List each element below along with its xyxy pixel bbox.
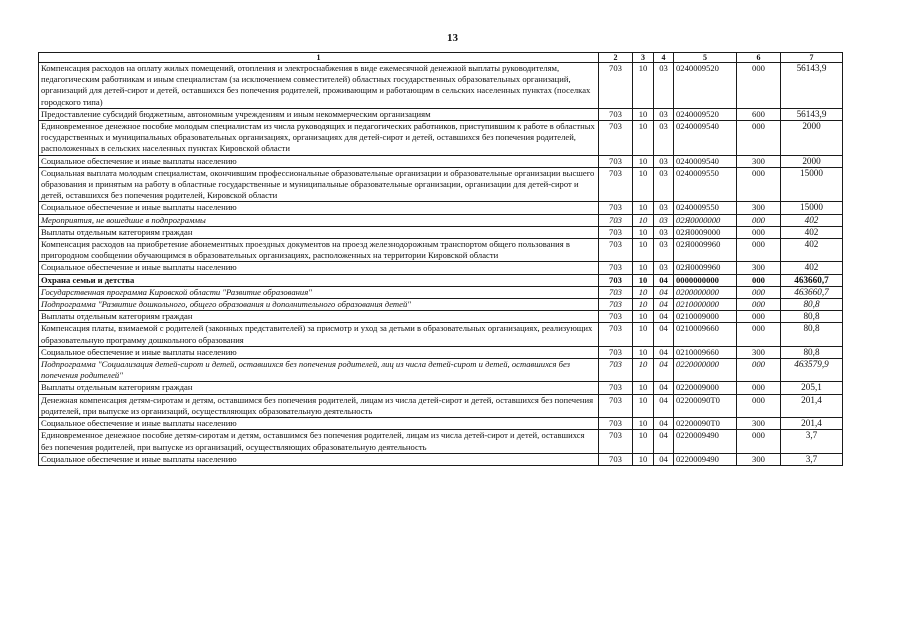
cell-target-article: 0240009550 (674, 202, 737, 214)
cell-amount: 3,7 (781, 453, 843, 465)
cell-ministry-code: 703 (599, 214, 633, 226)
cell-target-article: 0220009490 (674, 453, 737, 465)
header-col-6: 6 (737, 53, 781, 63)
cell-ministry-code: 703 (599, 286, 633, 298)
cell-section: 10 (633, 286, 654, 298)
cell-expense-type: 000 (737, 121, 781, 156)
cell-section: 10 (633, 262, 654, 274)
cell-target-article: 0240009540 (674, 121, 737, 156)
cell-description: Подпрограмма "Социализация детей-сирот и детей, оставшихся без попечения родителей, лиц из числа детей-сирот и детей, оставшихся без попечения родителей" (39, 359, 599, 382)
cell-ministry-code: 703 (599, 299, 633, 311)
cell-expense-type: 000 (737, 323, 781, 346)
table-row (39, 155, 843, 167)
cell-section: 10 (633, 274, 654, 286)
cell-description: Социальное обеспечение и иные выплаты населению (39, 202, 599, 214)
cell-target-article: 0240009540 (674, 155, 737, 167)
cell-amount: 201,4 (781, 418, 843, 430)
cell-expense-type: 300 (737, 262, 781, 274)
cell-amount: 402 (781, 214, 843, 226)
table-header (39, 53, 843, 63)
cell-description: Компенсация платы, взимаемой с родителей (законных представителей) за присмотр и уход за детьми в образовательных организациях, реализующих образовательную программу дошкольного образования (39, 323, 599, 346)
header-col-1: 1 (39, 53, 599, 63)
cell-section: 10 (633, 418, 654, 430)
cell-target-article: 0210000000 (674, 299, 737, 311)
cell-expense-type: 000 (737, 63, 781, 109)
cell-target-article: 0220000000 (674, 359, 737, 382)
cell-amount: 205,1 (781, 382, 843, 394)
cell-expense-type: 000 (737, 359, 781, 382)
budget-table (38, 52, 843, 466)
cell-subsection: 04 (654, 418, 674, 430)
cell-description: Социальное обеспечение и иные выплаты населению (39, 418, 599, 430)
table-row (39, 346, 843, 358)
cell-target-article: 0240009520 (674, 63, 737, 109)
table-row (39, 418, 843, 430)
cell-description: Компенсация расходов на оплату жилых помещений, отопления и электроснабжения в виде ежемесячной денежной выплаты руководителям, педагогическим работникам и иным специалистам (за исключением совместителей) областных государственных образовательных организаций, организаций для детей-сирот и детей, оставшихся без попечения родителей, проживающим и работающим в сельских населенных пунктах (поселках городского типа) (39, 63, 599, 109)
cell-section: 10 (633, 121, 654, 156)
cell-subsection: 03 (654, 155, 674, 167)
cell-ministry-code: 703 (599, 418, 633, 430)
cell-ministry-code: 703 (599, 359, 633, 382)
cell-description: Социальное обеспечение и иные выплаты населению (39, 346, 599, 358)
table-row (39, 274, 843, 286)
page-number: 13 (447, 32, 458, 44)
cell-ministry-code: 703 (599, 346, 633, 358)
cell-amount: 80,8 (781, 346, 843, 358)
cell-ministry-code: 703 (599, 202, 633, 214)
cell-amount: 2000 (781, 155, 843, 167)
cell-subsection: 04 (654, 299, 674, 311)
cell-ministry-code: 703 (599, 239, 633, 262)
cell-target-article: 0240009520 (674, 108, 737, 120)
cell-section: 10 (633, 323, 654, 346)
table-row (39, 226, 843, 238)
cell-description: Единовременное денежное пособие молодым специалистам из числа руководящих и педагогических работников, приступившим к работе в областных государственных и муниципальных образовательных организациях, организациях для детей-сирот и детей, оставшихся без попечения родителей, расположенных в сельских населенных пунктах Кировской области (39, 121, 599, 156)
cell-description: Выплаты отдельным категориям граждан (39, 226, 599, 238)
cell-expense-type: 000 (737, 299, 781, 311)
cell-expense-type: 000 (737, 226, 781, 238)
cell-subsection: 04 (654, 274, 674, 286)
header-col-2: 2 (599, 53, 633, 63)
cell-ministry-code: 703 (599, 63, 633, 109)
cell-ministry-code: 703 (599, 394, 633, 417)
cell-expense-type: 300 (737, 418, 781, 430)
cell-description: Социальное обеспечение и иные выплаты населению (39, 453, 599, 465)
table-row (39, 453, 843, 465)
cell-section: 10 (633, 214, 654, 226)
cell-target-article: 02200090Т0 (674, 394, 737, 417)
cell-amount: 402 (781, 262, 843, 274)
table-row (39, 108, 843, 120)
cell-expense-type: 300 (737, 155, 781, 167)
cell-expense-type: 000 (737, 311, 781, 323)
table-row (39, 394, 843, 417)
cell-section: 10 (633, 239, 654, 262)
cell-ministry-code: 703 (599, 274, 633, 286)
table-row (39, 299, 843, 311)
table-body (39, 63, 843, 466)
cell-amount: 402 (781, 226, 843, 238)
cell-target-article: 0210009660 (674, 346, 737, 358)
cell-subsection: 04 (654, 382, 674, 394)
cell-section: 10 (633, 359, 654, 382)
cell-description: Компенсация расходов на приобретение абонементных проездных документов на проезд железнодорожным транспортом общего пользования в пригородном сообщении обучающимся в образовательных организациях, расположенных на территории Кировской области (39, 239, 599, 262)
table-row (39, 214, 843, 226)
table-row (39, 323, 843, 346)
cell-ministry-code: 703 (599, 226, 633, 238)
header-col-5: 5 (674, 53, 737, 63)
cell-expense-type: 300 (737, 453, 781, 465)
cell-amount: 80,8 (781, 311, 843, 323)
cell-expense-type: 000 (737, 239, 781, 262)
cell-subsection: 03 (654, 121, 674, 156)
cell-expense-type: 000 (737, 167, 781, 202)
cell-target-article: 02Я0009960 (674, 262, 737, 274)
table-row (39, 167, 843, 202)
cell-amount: 463660,7 (781, 286, 843, 298)
cell-section: 10 (633, 202, 654, 214)
cell-ministry-code: 703 (599, 311, 633, 323)
cell-description: Мероприятия, не вошедшие в подпрограммы (39, 214, 599, 226)
cell-subsection: 03 (654, 239, 674, 262)
cell-ministry-code: 703 (599, 108, 633, 120)
cell-expense-type: 000 (737, 286, 781, 298)
cell-ministry-code: 703 (599, 323, 633, 346)
cell-target-article: 0220009490 (674, 430, 737, 453)
cell-description: Выплаты отдельным категориям граждан (39, 311, 599, 323)
table-row (39, 359, 843, 382)
cell-description: Денежная компенсация детям-сиротам и детям, оставшимся без попечения родителей, лицам из числа детей-сирот и детей, оставшихся без попечения родителей, при выпуске из организаций, осуществляющих образовательную деятельность (39, 394, 599, 417)
cell-target-article: 0210009660 (674, 323, 737, 346)
header-col-3: 3 (633, 53, 654, 63)
cell-ministry-code: 703 (599, 430, 633, 453)
cell-section: 10 (633, 155, 654, 167)
cell-target-article: 02Я0000000 (674, 214, 737, 226)
table-row (39, 239, 843, 262)
cell-target-article: 0220009000 (674, 382, 737, 394)
cell-subsection: 03 (654, 63, 674, 109)
cell-amount: 2000 (781, 121, 843, 156)
cell-amount: 15000 (781, 167, 843, 202)
cell-description: Социальное обеспечение и иные выплаты населению (39, 155, 599, 167)
cell-subsection: 04 (654, 430, 674, 453)
cell-description: Социальное обеспечение и иные выплаты населению (39, 262, 599, 274)
cell-section: 10 (633, 382, 654, 394)
header-col-4: 4 (654, 53, 674, 63)
cell-amount: 463660,7 (781, 274, 843, 286)
cell-target-article: 0200000000 (674, 286, 737, 298)
cell-section: 10 (633, 299, 654, 311)
table-row (39, 262, 843, 274)
cell-section: 10 (633, 430, 654, 453)
cell-target-article: 02Я0009960 (674, 239, 737, 262)
cell-description: Предоставление субсидий бюджетным, автономным учреждениям и иным некоммерческим организациям (39, 108, 599, 120)
cell-expense-type: 000 (737, 430, 781, 453)
cell-target-article: 0210009000 (674, 311, 737, 323)
cell-section: 10 (633, 108, 654, 120)
cell-description: Подпрограмма "Развитие дошкольного, общего образования и дополнительного образования детей" (39, 299, 599, 311)
cell-ministry-code: 703 (599, 453, 633, 465)
cell-section: 10 (633, 167, 654, 202)
cell-amount: 3,7 (781, 430, 843, 453)
cell-expense-type: 000 (737, 214, 781, 226)
table-row (39, 430, 843, 453)
cell-amount: 56143,9 (781, 108, 843, 120)
cell-ministry-code: 703 (599, 121, 633, 156)
cell-subsection: 04 (654, 359, 674, 382)
cell-subsection: 03 (654, 167, 674, 202)
cell-amount: 80,8 (781, 299, 843, 311)
cell-subsection: 03 (654, 202, 674, 214)
cell-target-article: 02200090Т0 (674, 418, 737, 430)
cell-amount: 56143,9 (781, 63, 843, 109)
cell-description: Социальная выплата молодым специалистам, окончившим профессиональные образовательные организации и образовательные организации высшего образования и принятым на работу в областные государственные и муниципальные образовательные организации, организации для детей-сирот и детей, оставшихся без попечения родителей, Кировской области (39, 167, 599, 202)
cell-description: Выплаты отдельным категориям граждан (39, 382, 599, 394)
cell-section: 10 (633, 346, 654, 358)
cell-target-article: 0240009550 (674, 167, 737, 202)
cell-expense-type: 000 (737, 274, 781, 286)
cell-ministry-code: 703 (599, 382, 633, 394)
cell-amount: 15000 (781, 202, 843, 214)
cell-subsection: 03 (654, 226, 674, 238)
cell-ministry-code: 703 (599, 155, 633, 167)
cell-subsection: 04 (654, 394, 674, 417)
cell-section: 10 (633, 311, 654, 323)
cell-expense-type: 300 (737, 202, 781, 214)
cell-subsection: 03 (654, 262, 674, 274)
header-col-7: 7 (781, 53, 843, 63)
table-row (39, 63, 843, 109)
cell-ministry-code: 703 (599, 262, 633, 274)
cell-subsection: 04 (654, 286, 674, 298)
cell-amount: 201,4 (781, 394, 843, 417)
cell-target-article: 02Я0009000 (674, 226, 737, 238)
cell-subsection: 04 (654, 311, 674, 323)
cell-expense-type: 000 (737, 394, 781, 417)
header-row (39, 53, 843, 63)
cell-ministry-code: 703 (599, 167, 633, 202)
table-row (39, 382, 843, 394)
cell-subsection: 03 (654, 214, 674, 226)
cell-target-article: 0000000000 (674, 274, 737, 286)
cell-description: Государственная программа Кировской области "Развитие образования" (39, 286, 599, 298)
cell-subsection: 04 (654, 323, 674, 346)
cell-section: 10 (633, 63, 654, 109)
cell-expense-type: 300 (737, 346, 781, 358)
table-row (39, 202, 843, 214)
cell-description: Охрана семьи и детства (39, 274, 599, 286)
table-row (39, 311, 843, 323)
cell-expense-type: 000 (737, 382, 781, 394)
cell-subsection: 04 (654, 346, 674, 358)
cell-description: Единовременное денежное пособие детям-сиротам и детям, оставшимся без попечения родителей, лицам из числа детей-сирот и детей, оставшихся без попечения родителей, при выпуске из организаций, осуществляющих образовательную деятельность (39, 430, 599, 453)
table-row (39, 121, 843, 156)
cell-subsection: 04 (654, 453, 674, 465)
cell-amount: 402 (781, 239, 843, 262)
cell-section: 10 (633, 394, 654, 417)
cell-section: 10 (633, 453, 654, 465)
cell-expense-type: 600 (737, 108, 781, 120)
cell-section: 10 (633, 226, 654, 238)
cell-subsection: 03 (654, 108, 674, 120)
table-row (39, 286, 843, 298)
cell-amount: 80,8 (781, 323, 843, 346)
cell-amount: 463579,9 (781, 359, 843, 382)
